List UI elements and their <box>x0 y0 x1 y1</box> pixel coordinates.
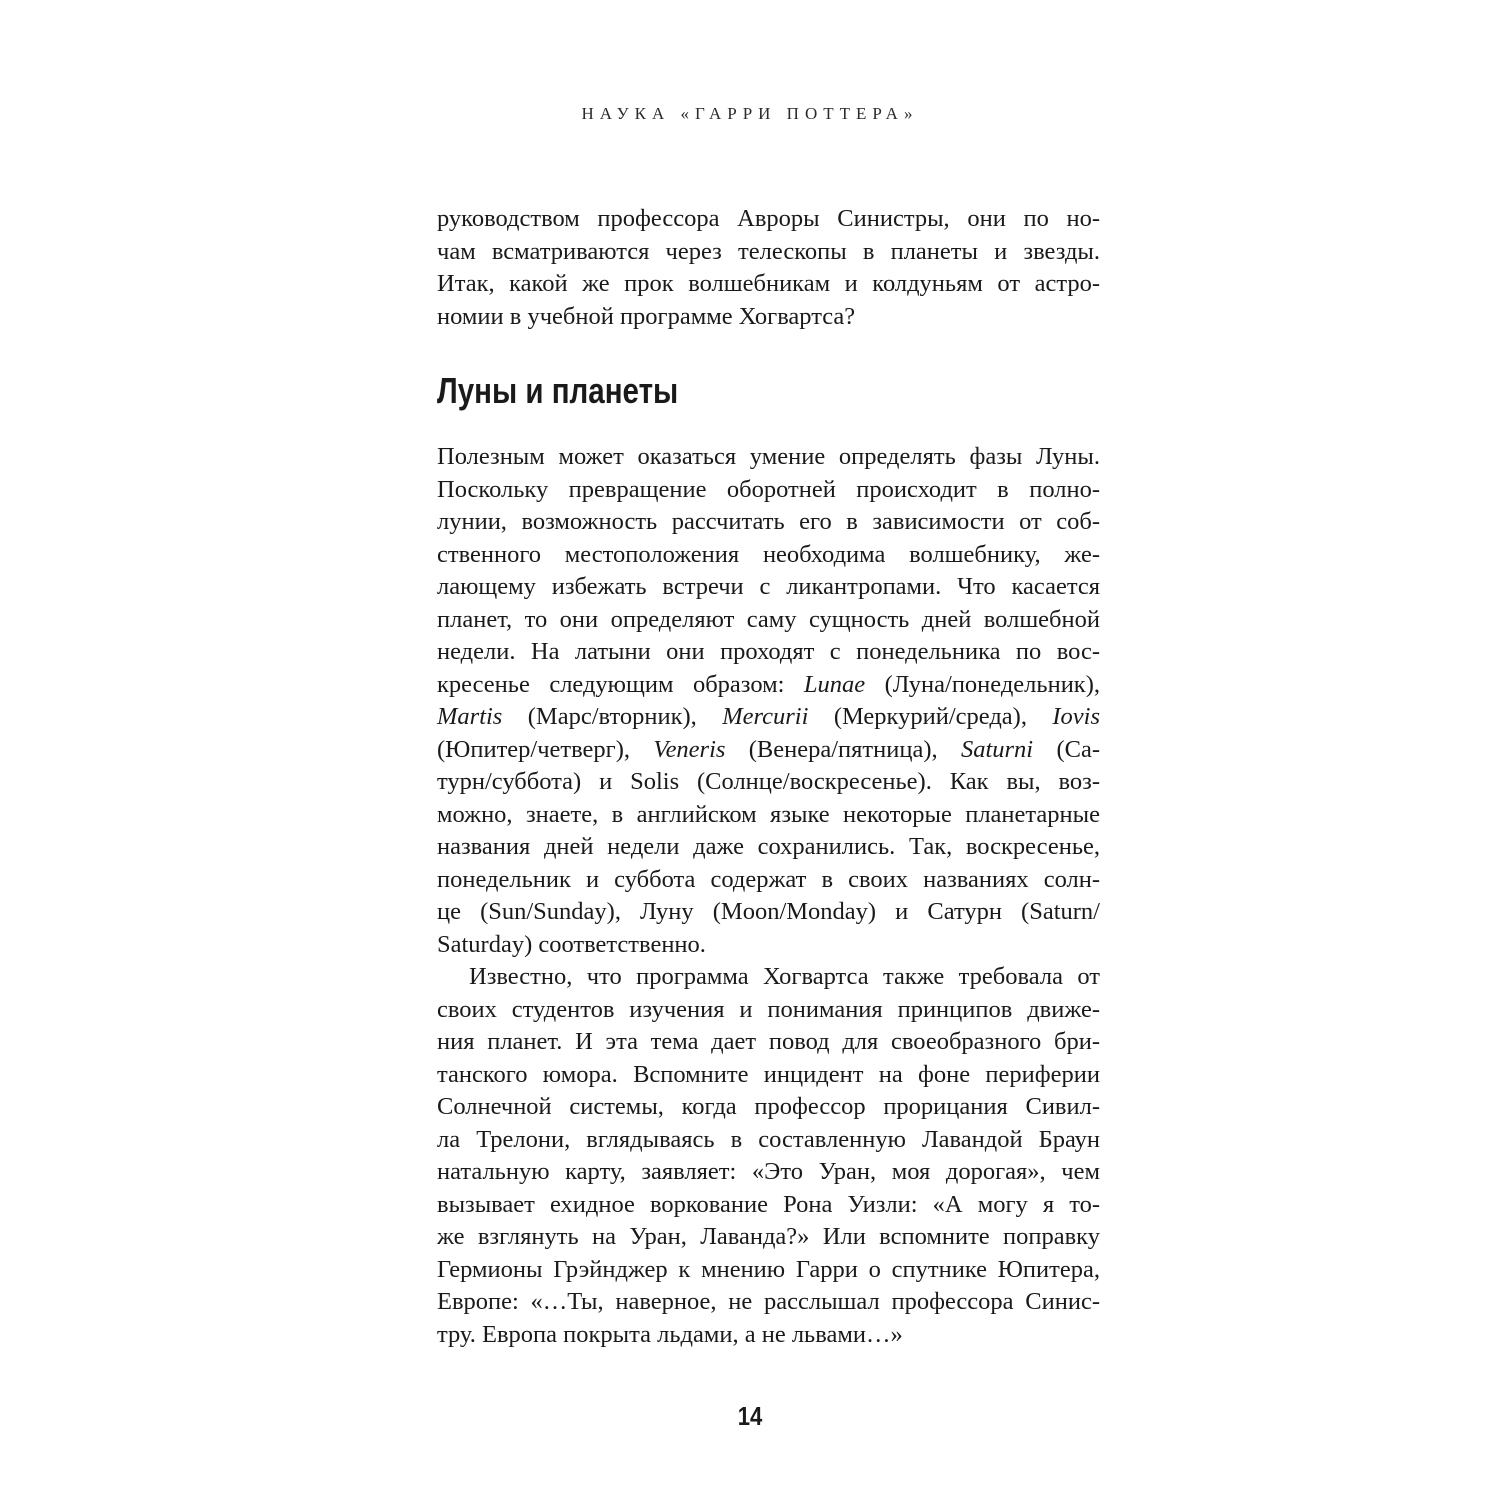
latin-term: Veneris <box>653 735 726 763</box>
text-line: вызывает ехидное воркование Рона Уизли: «А могу я то- <box>437 1190 1100 1218</box>
text-line: ла Трелони, вглядываясь в составленную Лавандой Браун <box>437 1125 1100 1153</box>
text-run: (Юпитер/четверг), <box>437 735 654 763</box>
text-line <box>437 734 1100 767</box>
text-line: турн/суббота) и Solis (Солнце/воскресенье). Как вы, воз- <box>437 768 1100 795</box>
text-line: тру. Европа покрыта льдами, а не львами…» <box>437 1320 903 1348</box>
latin-term: Iovis <box>1052 703 1100 730</box>
text-run: (Венера/пятница), <box>725 735 961 763</box>
text-line: Солнечной системы, когда профессор прорицания Сивил- <box>437 1093 1100 1120</box>
text-line: планет, то они определяют саму сущность дней волшебной <box>437 605 1100 633</box>
text-line: номии в учебной программе Хогвартса? <box>437 302 856 330</box>
text-run: (Са- <box>1033 735 1100 763</box>
latin-term: Saturni <box>960 735 1034 763</box>
text-run: (Луна/понедельник), <box>865 670 1100 698</box>
text-line: ственного местоположения необходима волшебнику, же- <box>437 540 1100 568</box>
text-line: недели. На латыни они проходят с понедельника по вос- <box>437 638 1100 665</box>
text-line: Поскольку превращение оборотней происходит в полно- <box>437 475 1100 503</box>
page-number: 14 <box>737 1401 763 1431</box>
text-line: Итак, какой же прок волшебникам и колдуньям от астро- <box>437 270 1100 297</box>
latin-term: Lunae <box>803 670 866 698</box>
text-line: понедельник и суббота содержат в своих названиях солн- <box>437 865 1100 893</box>
text-line: натальную карту, заявляет: «Это Уран, моя дорогая», чем <box>437 1158 1100 1185</box>
text-line: це (Sun/Sunday), Луну (Moon/Monday) и Сатурн (Saturn/ <box>437 898 1100 925</box>
text-line: своих студентов изучения и понимания принципов движе- <box>437 995 1100 1023</box>
text-line: Saturday) соответственно. <box>437 930 706 958</box>
text-line: Гермионы Грэйнджер к мнению Гарри о спутнике Юпитера, <box>437 1255 1100 1283</box>
latin-term: Martis <box>437 703 503 730</box>
text-line: руководством профессора Авроры Синистры, они по но- <box>437 205 1100 232</box>
text-run: (Марс/вторник), <box>502 703 723 730</box>
running-head: НАУКА «ГАРРИ ПОТТЕРА» <box>581 104 919 123</box>
text-run: кресенье следующим образом: <box>437 670 804 698</box>
text-line: названия дней недели даже сохранились. Так, воскресенье, <box>437 833 1100 860</box>
text-line <box>437 701 1100 734</box>
text-line: Полезным может оказаться умение определять фазы Луны. <box>437 443 1100 470</box>
text-line: можно, знаете, в английском языке некоторые планетарные <box>437 800 1100 828</box>
text-line: же взглянуть на Уран, Лаванда?» Или вспомните поправку <box>437 1223 1100 1250</box>
section-heading: Луны и планеты <box>437 370 679 411</box>
text-line: Известно, что программа Хогвартса также требовала от <box>469 963 1100 990</box>
text-line: лающему избежать встречи с ликантропами. Что касается <box>437 573 1100 600</box>
text-line: танского юмора. Вспомните инцидент на фоне периферии <box>437 1060 1100 1088</box>
text-block <box>437 203 1100 1351</box>
latin-term: Mercurii <box>722 703 809 730</box>
text-line <box>437 669 1100 702</box>
text-line: Европе: «…Ты, наверное, не расслышал профессора Синис- <box>437 1288 1100 1315</box>
text-line: лунии, возможность рассчитать его в зависимости от соб- <box>437 508 1100 535</box>
text-line: ния планет. И эта тема дает повод для своеобразного бри- <box>437 1028 1100 1055</box>
text-run: (Меркурий/среда), <box>808 703 1053 730</box>
text-line: чам всматриваются через телескопы в планеты и звезды. <box>437 237 1100 265</box>
